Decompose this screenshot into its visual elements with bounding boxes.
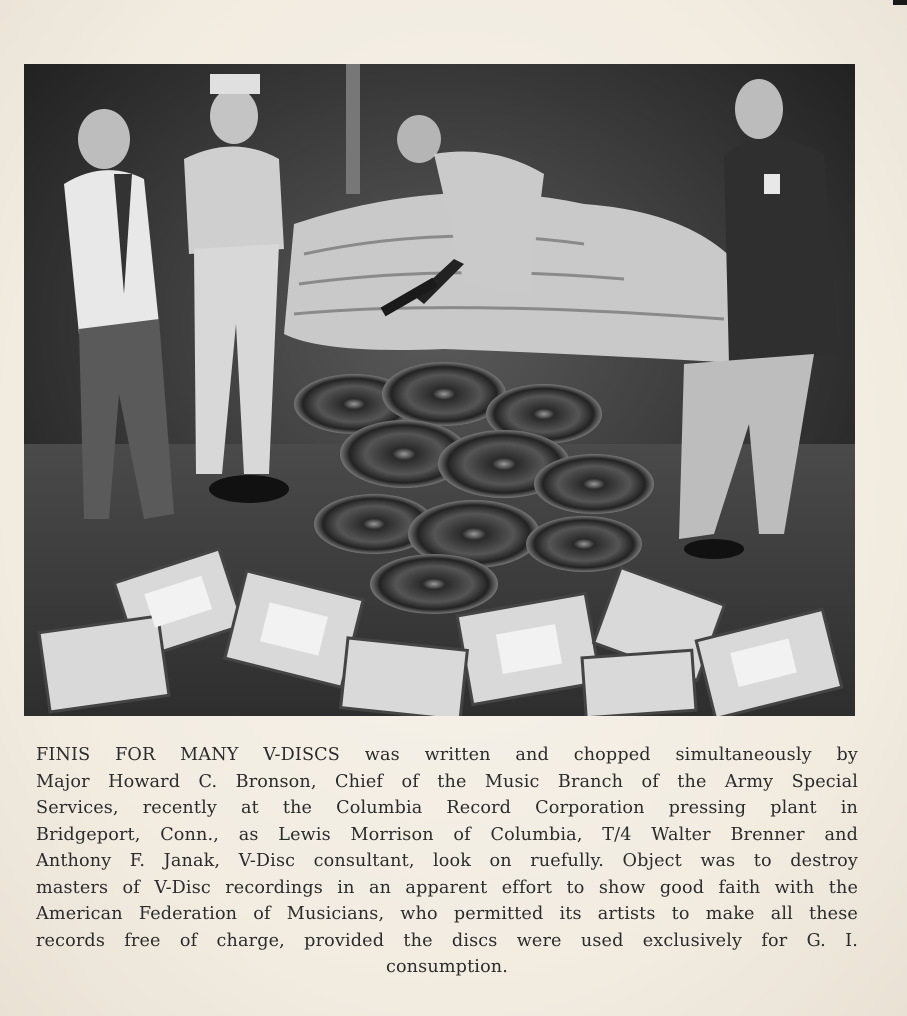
caption-line: Anthony F. Janak, V-Disc consultant, look on ruefully. Object was to destroy bbox=[36, 851, 858, 871]
caption-line: American Federation of Musicians, who permitted its artists to make all these bbox=[36, 904, 858, 924]
caption-line: consumption. bbox=[385, 957, 509, 977]
photo-caption bbox=[36, 742, 858, 981]
caption-line: Bridgeport, Conn., as Lewis Morrison of Columbia, T/4 Walter Brenner and bbox=[36, 824, 858, 845]
photo-image bbox=[24, 64, 855, 716]
caption-line: Major Howard C. Bronson, Chief of the Music Branch of the Army Special bbox=[36, 771, 858, 792]
caption-line: masters of V-Disc recordings in an apparent effort to show good faith with the bbox=[36, 877, 858, 898]
caption-line: FINIS FOR MANY V-DISCS was written and chopped simultaneously by bbox=[36, 745, 858, 765]
scan-edge-mark bbox=[893, 0, 907, 5]
photograph bbox=[24, 64, 855, 716]
caption-line: records free of charge, provided the discs were used exclusively for G. I. bbox=[36, 930, 858, 951]
caption-line: Services, recently at the Columbia Record Corporation pressing plant in bbox=[36, 798, 858, 818]
caption-headline: FINIS FOR MANY V-DISCS bbox=[36, 745, 340, 765]
